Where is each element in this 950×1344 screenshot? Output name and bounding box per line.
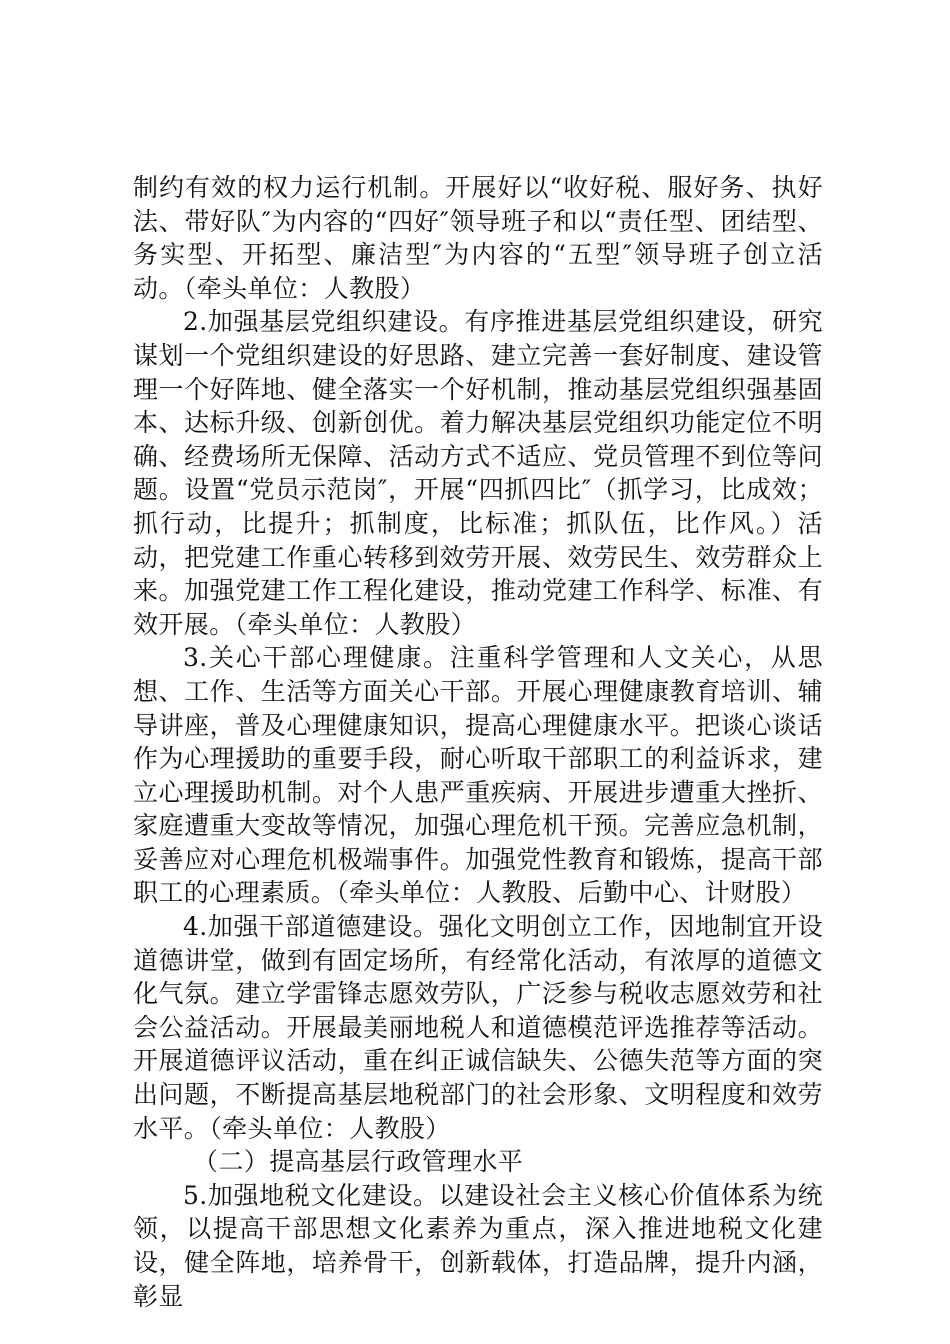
section-heading: （二）提高基层行政管理水平 [193, 1147, 524, 1177]
paragraph-item-4: 4.加强干部道德建设。强化文明创立工作，因地制宜开设道德讲堂，做到有固定场所，有经常化活动，有浓厚的道德文化气氛。建立学雷锋志愿效劳队，广泛参与税收志愿效劳和社会公益活动。开展最美丽地税人和道德模范评选推荐等活动。开展道德评议活动，重在纠正诚信缺失、公德失范等方面的突出问题，不断提高基层地税部门的社会形象、文明程度和效劳水平。（牵头单位：人教股） [133, 912, 823, 1143]
paragraph-item-5: 5.加强地税文化建设。以建设社会主义核心价值体系为统领，以提高干部思想文化素养为重点，深入推进地税文化建设，健全阵地，培养骨干，创新载体，打造品牌，提升内涵，彰显 [133, 1180, 823, 1311]
paragraph-item-2: 2.加强基层党组织建设。有序推进基层党组织建设，研究谋划一个党组织建设的好思路、建立完善一套好制度、建设管理一个好阵地、健全落实一个好机制，推动基层党组织强基固本、达标升级、创新创优。着力解决基层党组织功能定位不明确、经费场所无保障、活动方式不适应、党员管理不到位等问题。设置“党员示范岗″，开展“四抓四比″（抓学习，比成效；抓行动，比提升；抓制度，比标准；抓队伍，比作风。）活动，把党建工作重心转移到效劳开展、效劳民生、效劳群众上来。加强党建工作工程化建设，推动党建工作科学、标准、有效开展。（牵头单位：人教股） [133, 307, 823, 639]
document-body [133, 171, 823, 1313]
paragraph-continuation: 制约有效的权力运行机制。开展好以“收好税、服好务、执好法、带好队″为内容的“四好″领导班子和以“责任型、团结型、务实型、开拓型、廉洁型″为内容的“五型″领导班子创立活动。（牵头单位：人教股） [133, 173, 823, 303]
paragraph-item-3: 3.关心干部心理健康。注重科学管理和人文关心，从思想、工作、生活等方面关心干部。开展心理健康教育培训、辅导讲座，普及心理健康知识，提高心理健康水平。把谈心谈话作为心理援助的重要手段，耐心听取干部职工的利益诉求，建立心理援助机制。对个人患严重疾病、开展进步遭重大挫折、家庭遭重大变故等情况，加强心理危机干预。完善应急机制，妥善应对心理危机极端事件。加强党性教育和锻炼，提高干部职工的心理素质。（牵头单位：人教股、后勤中心、计财股） [133, 643, 823, 908]
